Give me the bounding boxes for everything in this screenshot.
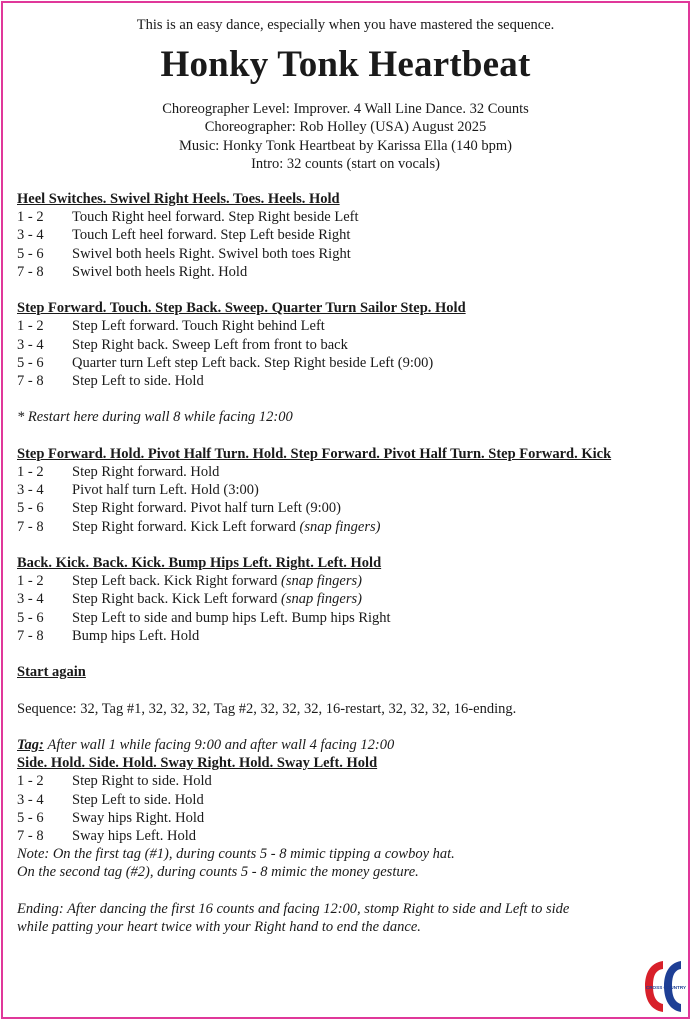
- step-text: Step Right forward. Pivot half turn Left (9:00): [72, 500, 342, 517]
- step-text: Step Right back. Kick Left forward: [72, 591, 278, 608]
- step-count: 3 - 4: [17, 482, 44, 499]
- step-text: Step Right back. Sweep Left from front to back: [72, 336, 348, 353]
- step-row: [17, 827, 678, 845]
- step-row: [17, 463, 678, 481]
- step-row: [17, 772, 678, 790]
- logo-text: CROSS COUNTRY: [645, 985, 687, 990]
- step-text: Bump hips Left. Hold: [72, 627, 200, 644]
- tag-intro: [17, 736, 678, 754]
- choreographer-line: Choreographer: Rob Holley (USA) August 2025: [204, 119, 487, 136]
- step-text: Step Left back. Kick Right forward: [72, 573, 278, 590]
- section-heading: Step Forward. Touch. Step Back. Sweep. Quarter Turn Sailor Step. Hold: [17, 300, 466, 317]
- tag-note-2: On the second tag (#2), during counts 5 - 8 mimic the money gesture.: [17, 864, 419, 881]
- step-row: [17, 499, 678, 517]
- step-row: [17, 208, 678, 226]
- sequence-line: Sequence: 32, Tag #1, 32, 32, 32, Tag #2, 32, 32, 32, 16-restart, 32, 32, 32, 16-ending.: [17, 700, 517, 717]
- step-count: 1 - 2: [17, 464, 44, 480]
- restart-note: * Restart here during wall 8 while facing 12:00: [17, 409, 293, 426]
- step-count: 3 - 4: [17, 591, 44, 608]
- step-row: [17, 809, 678, 827]
- section-heading: Step Forward. Hold. Pivot Half Turn. Hold. Step Forward. Pivot Half Turn. Step Forward. Kick: [17, 445, 612, 462]
- tag-heading: Side. Hold. Side. Hold. Sway Right. Hold. Sway Left. Hold: [17, 755, 378, 772]
- step-count: 1 - 2: [17, 209, 44, 226]
- step-count: 3 - 4: [17, 227, 44, 244]
- step-row: [17, 518, 678, 536]
- step-text: Touch Left heel forward. Step Left beside Right: [72, 227, 351, 244]
- step-count: 5 - 6: [17, 609, 44, 626]
- step-text: Step Left to side. Hold: [72, 791, 204, 808]
- step-italic: (snap fingers): [280, 573, 362, 590]
- step-count: 5 - 6: [17, 245, 44, 262]
- tag-label: Tag:: [17, 736, 44, 753]
- step-count: 5 - 6: [17, 500, 44, 517]
- step-count: 7 - 8: [17, 373, 44, 390]
- step-count: 1 - 2: [17, 318, 44, 335]
- step-text: Step Left to side. Hold: [72, 373, 204, 390]
- step-row: [17, 245, 678, 263]
- step-text: Step Right forward. Hold: [72, 464, 220, 480]
- step-row: [17, 317, 678, 335]
- step-text: Sway hips Right. Hold: [72, 809, 205, 826]
- step-row: [17, 226, 678, 244]
- section-heading: Back. Kick. Back. Kick. Bump Hips Left. Right. Left. Hold: [17, 555, 382, 571]
- tag-note-1: Note: On the first tag (#1), during counts 5 - 8 mimic tipping a cowboy hat.: [17, 846, 455, 863]
- level-line: Choreographer Level: Improver. 4 Wall Line Dance. 32 Counts: [162, 101, 529, 117]
- step-row: [17, 372, 678, 390]
- intro-line: This is an easy dance, especially when you have mastered the sequence.: [136, 17, 555, 33]
- dance-info: [3, 100, 688, 174]
- step-count: 1 - 2: [17, 573, 44, 590]
- step-text: Touch Right heel forward. Step Right beside Left: [72, 209, 359, 226]
- step-row: [17, 481, 678, 499]
- step-text: Swivel both heels Right. Hold: [72, 263, 248, 280]
- section-heading: Heel Switches. Swivel Right Heels. Toes. Heels. Hold: [17, 191, 340, 207]
- start-again-heading: Start again: [17, 664, 86, 681]
- step-italic: (snap fingers): [299, 518, 381, 535]
- step-text: Step Left forward. Touch Right behind Left: [72, 318, 325, 335]
- step-text: Step Right forward. Kick Left forward: [72, 518, 296, 535]
- cross-country-logo: [641, 957, 689, 1015]
- intro-counts-line: Intro: 32 counts (start on vocals): [251, 156, 440, 173]
- step-text: Step Left to side and bump hips Left. Bump hips Right: [72, 609, 391, 626]
- step-row: [17, 336, 678, 354]
- step-count: 7 - 8: [17, 627, 44, 644]
- step-row: [17, 627, 678, 645]
- step-count: 5 - 6: [17, 354, 44, 371]
- tag-desc: After wall 1 while facing 9:00 and after wall 4 facing 12:00: [47, 736, 395, 753]
- step-row: [17, 590, 678, 608]
- step-row: [17, 609, 678, 627]
- music-line: Music: Honky Tonk Heartbeat by Karissa Ella (140 bpm): [179, 137, 512, 154]
- step-text: Pivot half turn Left. Hold (3:00): [72, 482, 259, 499]
- step-text: Step Right to side. Hold: [72, 773, 212, 790]
- step-count: 5 - 6: [17, 809, 44, 826]
- ending-line-1: Ending: After dancing the first 16 counts and facing 12:00, stomp Right to side and Left to side: [17, 900, 570, 917]
- step-count: 7 - 8: [17, 828, 44, 844]
- ending-line-2: while patting your heart twice with your Right hand to end the dance.: [17, 919, 421, 935]
- step-text: Swivel both heels Right. Swivel both toes Right: [72, 245, 351, 262]
- step-row: [17, 354, 678, 372]
- step-italic: (snap fingers): [280, 591, 362, 608]
- step-row: [17, 791, 678, 809]
- page-frame: [1, 1, 690, 1019]
- step-sheet: [17, 190, 678, 936]
- step-row: [17, 263, 678, 281]
- step-text: Sway hips Left. Hold: [72, 828, 197, 844]
- step-count: 7 - 8: [17, 518, 44, 535]
- page-title: Honky Tonk Heartbeat: [160, 44, 531, 85]
- step-row: [17, 572, 678, 590]
- step-count: 3 - 4: [17, 791, 44, 808]
- step-count: 7 - 8: [17, 263, 44, 280]
- step-count: 1 - 2: [17, 773, 44, 790]
- step-text: Quarter turn Left step Left back. Step Right beside Left (9:00): [72, 354, 434, 371]
- step-count: 3 - 4: [17, 336, 44, 353]
